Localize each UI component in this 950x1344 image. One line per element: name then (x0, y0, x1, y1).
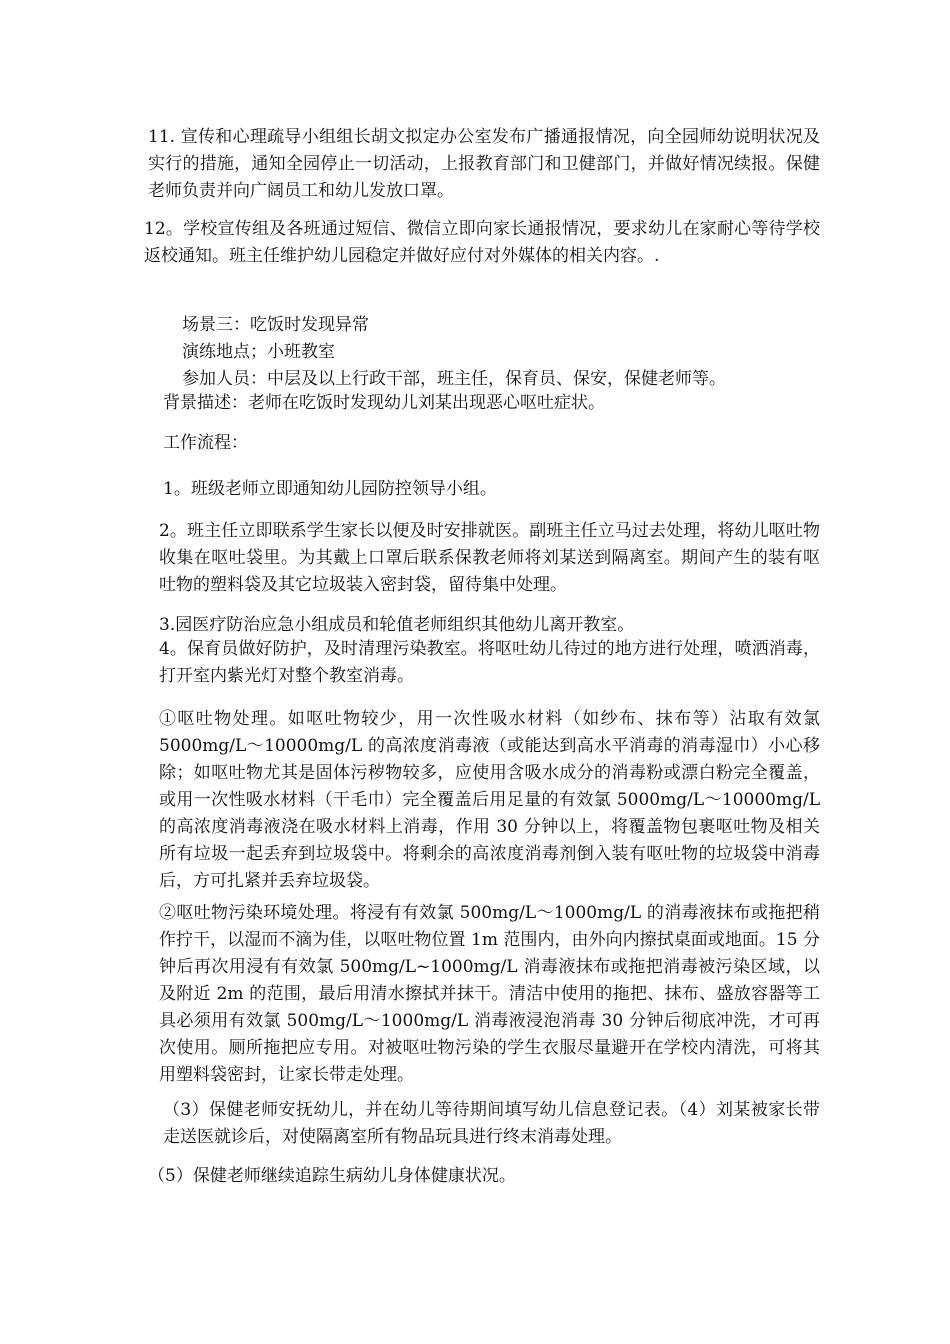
item-5: （5）保健老师继续追踪生病幼儿身体健康状况。 (148, 1166, 516, 1186)
step-1: 1。班级老师立即通知幼儿园防控领导小组。 (163, 479, 497, 499)
paragraph-11: 11. 宣传和心理疏导小组组长胡文拟定办公室发布广播通报情况，向全园师幼说明状况及实行的措施，通知全园停止一切活动，上报教育部门和卫健部门，并做好情况续报。保健老师负责并向广阔员工和幼儿发放口罩。 (148, 127, 820, 201)
paragraph-12: 12。学校宣传组及各班通过短信、微信立即向家长通报情况，要求幼儿在家耐心等待学校返校通知。班主任维护幼儿园稳定并做好应付对外媒体的相关内容。. (144, 219, 820, 266)
item-3-4: （3）保健老师安抚幼儿，并在幼儿等待期间填写幼儿信息登记表。（4）刘某被家长带走送医就诊后，对使隔离室所有物品玩具进行终末消毒处理。 (163, 1100, 820, 1147)
item-environment-cleaning: ②呕吐物污染环境处理。将浸有有效氯 500mg/L～1000mg/L 的消毒液抹布或拖把稍作拧干，以湿而不滴为佳，以呕吐物位置 1m 范围内，由外向内擦拭桌面或地面。15 分钟后再次用浸有有效氯 500mg/L~1000mg/L 消毒液抹布或拖把消毒被污染区域，以及附近 2m 的范围，最后用清水擦拭并抹干。清洁中使用的拖把、抹布、盛放容器等工具必须用有效氯 500mg/L～1000mg/L 消毒液浸泡消毒 30 分钟后彻底冲洗，才可再次使用。厕所拖把应专用。对被呕吐物污染的学生衣服尽量避开在学校内清洗，可将其用塑料袋密封，让家长带走处理。 (159, 903, 820, 1085)
step-4: 4。保育员做好防护，及时清理污染教室。将呕吐幼儿待过的地方进行处理，喷洒消毒，打开室内紫光灯对整个教室消毒。 (159, 639, 820, 686)
drill-location: 演练地点；小班教室 (182, 342, 335, 362)
workflow-heading: 工作流程： (163, 433, 248, 453)
item-vomit-handling: ①呕吐物处理。如呕吐物较少，用一次性吸水材料（如纱布、抹布等）沾取有效氯 5000mg/L～10000mg/L 的高浓度消毒液（或能达到高水平消毒的消毒湿巾）小心移除；如呕吐物尤其是固体污秽物较多，应使用含吸水成分的消毒粉或漂白粉完全覆盖，或用一次性吸水材料（干毛巾）完全覆盖后用足量的有效氯 5000mg/L～10000mg/L 的高浓度消毒液浇在吸水材料上消毒，作用 30 分钟以上，将覆盖物包裹呕吐物及相关所有垃圾一起丢弃到垃圾袋中。将剩余的高浓度消毒剂倒入装有呕吐物的垃圾袋中消毒后，方可扎紧并丢弃垃圾袋。 (159, 709, 820, 891)
step-3: 3.园医疗防治应急小组成员和轮值老师组织其他幼儿离开教室。 (159, 615, 635, 635)
scene-title: 场景三：吃饭时发现异常 (182, 315, 369, 335)
participants: 参加人员：中层及以上行政干部，班主任，保育员、保安，保健老师等。 (182, 369, 726, 389)
background-description: 背景描述：老师在吃饭时发现幼儿刘某出现恶心呕吐症状。 (163, 393, 605, 413)
step-2: 2。班主任立即联系学生家长以便及时安排就医。副班主任立马过去处理，将幼儿呕吐物收集在呕吐袋里。为其戴上口罩后联系保教老师将刘某送到隔离室。期间产生的装有呕吐物的塑料袋及其它垃圾装入密封袋，留待集中处理。 (159, 521, 820, 595)
